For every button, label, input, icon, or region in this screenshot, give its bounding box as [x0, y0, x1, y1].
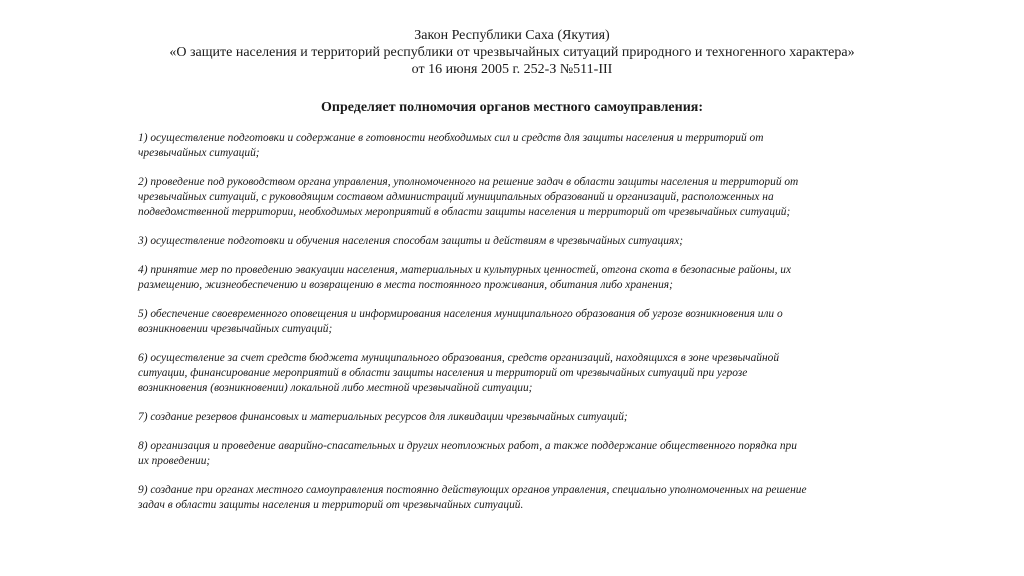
list-item — [138, 234, 890, 249]
list-item-line: возникновении чрезвычайных ситуаций; — [138, 323, 333, 335]
document-header — [0, 27, 1024, 78]
list-item-line: 9) создание при органах местного самоуправления постоянно действующих органов управления, специально уполномоченных на решение — [138, 484, 807, 496]
list-item-line: 2) проведение под руководством органа управления, уполномоченного на решение задач в области защиты населения и территорий от — [138, 176, 799, 188]
list-item — [138, 351, 890, 396]
list-item-line: подведомственной территории, необходимых мероприятий в области защиты населения и территорий от чрезвычайных ситуаций; — [138, 206, 791, 218]
list-item-line: чрезвычайных ситуаций, с руководящим составом администраций муниципальных образований и организаций, расположенных на — [138, 191, 774, 203]
list-item-line: 7) создание резервов финансовых и материальных ресурсов для ликвидации чрезвычайных ситуаций; — [138, 411, 628, 423]
list-item-line: возникновения (возникновении) локальной либо местной чрезвычайной ситуации; — [138, 382, 533, 394]
list-item-line: размещению, жизнеобеспечению и возвращению в места постоянного проживания, обитания либо хранения; — [138, 279, 673, 291]
list-item-line: чрезвычайных ситуаций; — [138, 147, 260, 159]
list-item-line: 8) организация и проведение аварийно-спасательных и других неотложных работ, а также поддержание общественного порядка при — [138, 440, 797, 452]
list-item — [138, 263, 890, 293]
list-item — [138, 410, 890, 425]
law-date-number: от 16 июня 2005 г. 252-З №511-III — [411, 62, 613, 77]
list-item-line: 3) осуществление подготовки и обучения населения способам защиты и действиям в чрезвычайных ситуациях; — [138, 235, 684, 247]
law-title: Закон Республики Саха (Якутия) — [414, 28, 610, 43]
list-item-line: их проведении; — [138, 455, 211, 467]
list-item-line: 4) принятие мер по проведению эвакуации населения, материальных и культурных ценностей, отгона скота в безопасные районы, их — [138, 264, 792, 276]
list-item-line: ситуации, финансирование мероприятий в области защиты населения и территорий от чрезвычайных ситуаций при угрозе — [138, 367, 748, 379]
list-item-line: 5) обеспечение своевременного оповещения и информирования населения муниципального образования об угрозе возникновения или о — [138, 308, 783, 320]
list-item — [138, 175, 890, 220]
section-heading: Определяет полномочия органов местного самоуправления: — [320, 100, 704, 115]
list-item — [138, 307, 890, 337]
list-item-line: 1) осуществление подготовки и содержание в готовности необходимых сил и средств для защиты населения и территорий от — [138, 132, 764, 144]
list-item — [138, 483, 890, 513]
law-subtitle: «О защите населения и территорий республики от чрезвычайных ситуаций природного и техногенного характера» — [169, 45, 855, 60]
list-item-line: 6) осуществление за счет средств бюджета муниципального образования, средств организаций, находящихся в зоне чрезвычайной — [138, 352, 780, 364]
list-item — [138, 131, 890, 161]
list-item-line: задач в области защиты населения и территорий от чрезвычайных ситуаций. — [138, 499, 524, 511]
powers-list — [138, 131, 890, 513]
list-item — [138, 439, 890, 469]
